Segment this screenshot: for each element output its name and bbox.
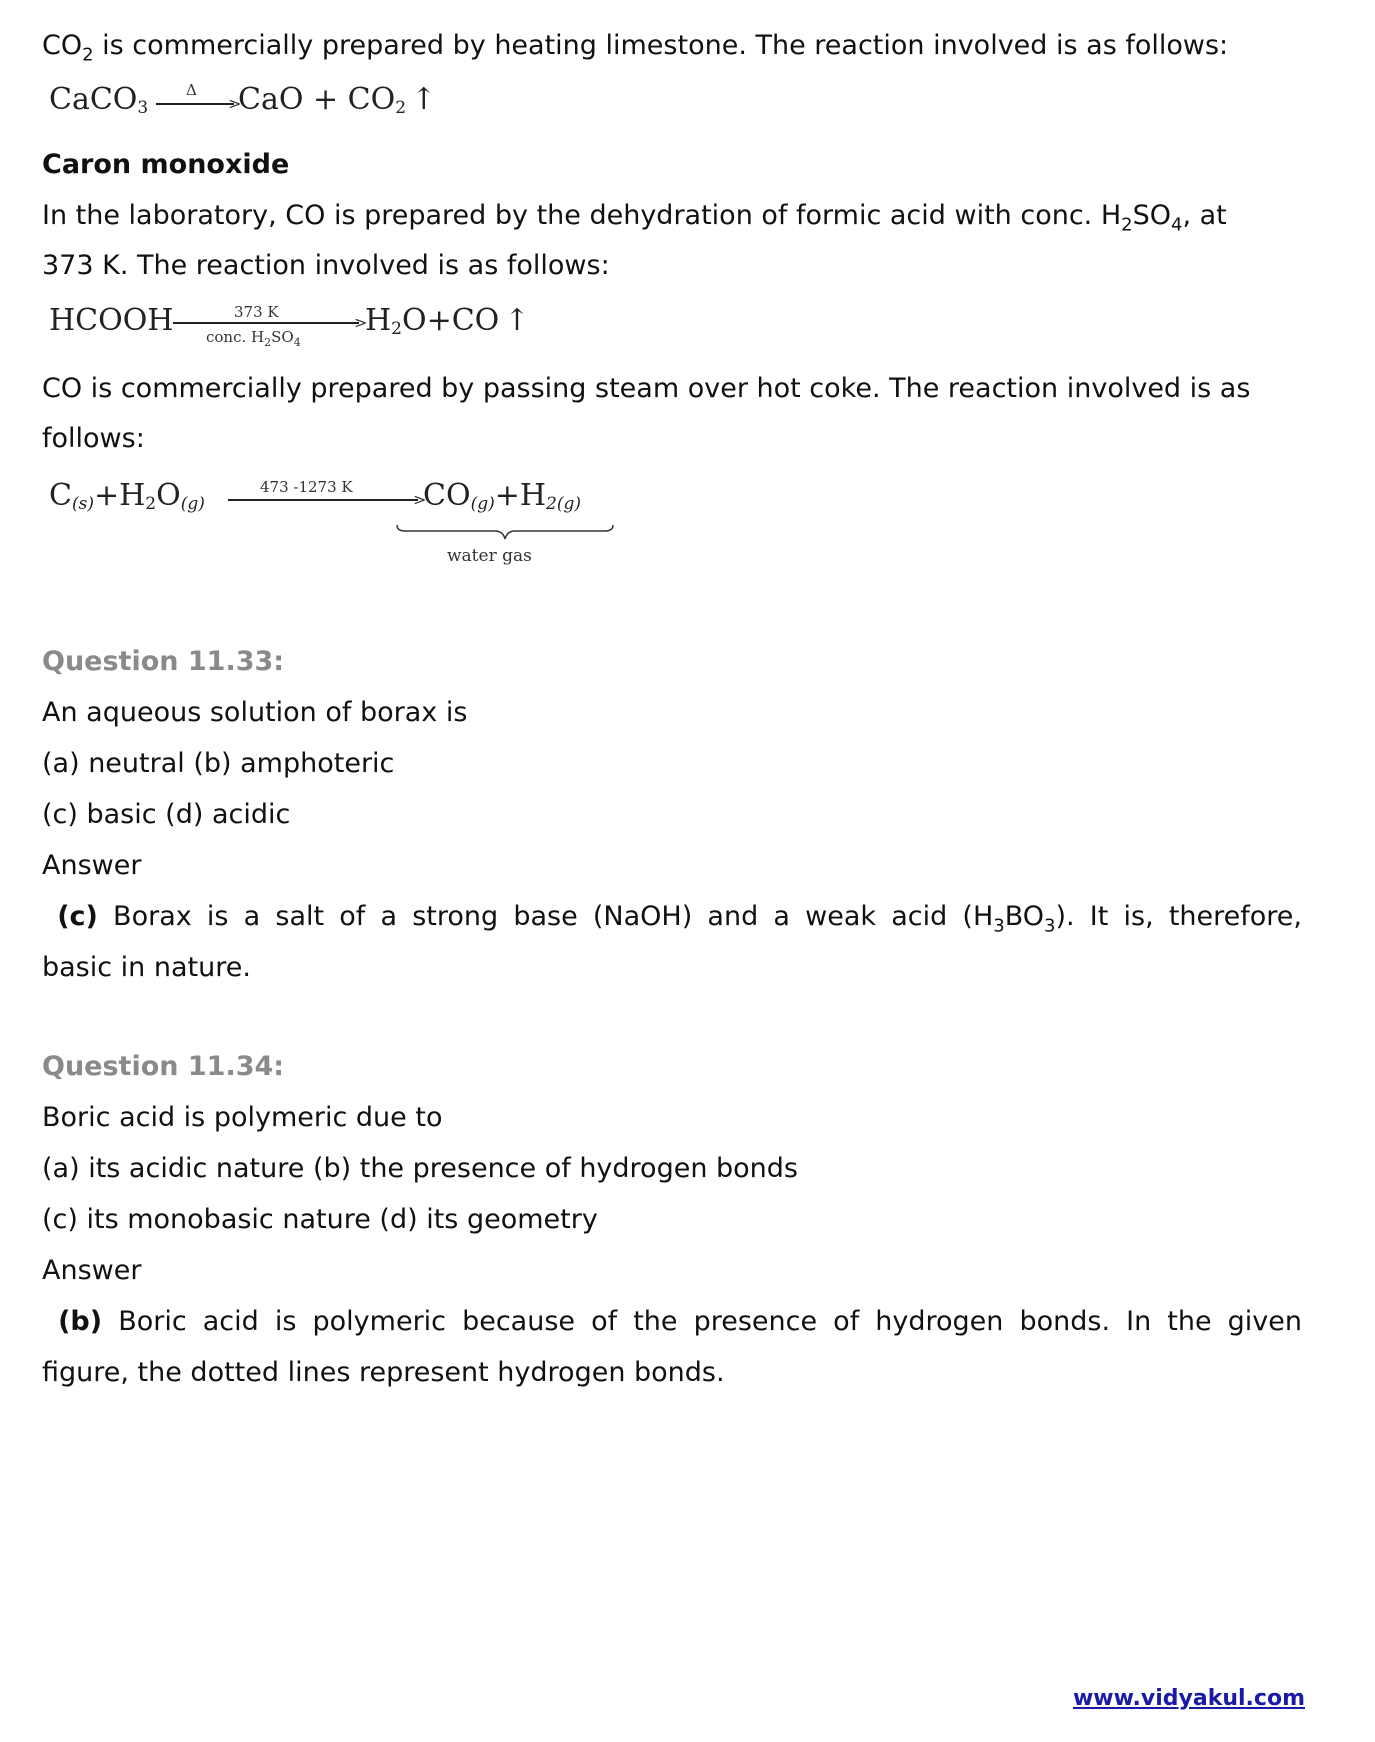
- equation-limestone: [49, 82, 148, 118]
- reactant: CaCO: [49, 82, 138, 117]
- text: ). It is, therefore,: [1055, 901, 1302, 932]
- reactant: +H: [93, 478, 146, 513]
- text: CO: [42, 30, 83, 61]
- reaction-arrow-line: [156, 103, 234, 105]
- text: , at: [1182, 200, 1227, 231]
- subscript: 2: [1121, 214, 1133, 236]
- subscript: 3: [137, 98, 149, 119]
- question-34-heading: Question 11.34:: [42, 1051, 285, 1082]
- product: CO: [423, 478, 471, 513]
- subscript: 2: [145, 494, 157, 515]
- text: In the laboratory, CO is prepared by the dehydration of formic acid with conc. H: [42, 200, 1122, 231]
- reactant: C: [49, 478, 72, 513]
- product: O+CO: [402, 303, 500, 338]
- arrow-head: >: [354, 313, 368, 332]
- lab-paragraph-line2: 373 K. The reaction involved is as follows:: [42, 250, 610, 281]
- product: H: [365, 303, 392, 338]
- answer-34-label: Answer: [42, 1255, 142, 1286]
- reaction-arrow-line: [228, 499, 418, 501]
- brace-label: water gas: [447, 546, 532, 566]
- subscript: 2: [264, 336, 272, 349]
- question-34-options-1: (a) its acidic nature (b) the presence of hydrogen bonds: [42, 1153, 798, 1184]
- subscript: 3: [993, 915, 1005, 937]
- arrow-head: >: [228, 94, 242, 113]
- question-33-options-2: (c) basic (d) acidic: [42, 799, 291, 830]
- reaction-condition-top: 473 -1273 K: [260, 478, 353, 496]
- reactant: O: [156, 478, 181, 513]
- text: Borax is a salt of a strong base (NaOH) and a weak acid (H: [97, 901, 994, 932]
- gas-arrow-icon: ↑: [411, 82, 437, 117]
- commercial-paragraph-line1: CO is commercially prepared by passing steam over hot coke. The reaction involved is as: [42, 373, 1251, 404]
- equation-limestone-products: [238, 82, 436, 118]
- equation-water-gas-products: [423, 478, 581, 514]
- reaction-arrow-line: [173, 322, 359, 324]
- products: CaO + CO: [238, 82, 396, 117]
- equation-formic-acid: [49, 303, 173, 338]
- subscript: 2: [391, 319, 402, 340]
- footer-link[interactable]: www.vidyakul.com: [1072, 1686, 1305, 1711]
- answer-33-line2: basic in nature.: [42, 952, 251, 983]
- intro-paragraph: [42, 21, 1228, 80]
- question-33-text: An aqueous solution of borax is: [42, 697, 468, 728]
- text: is commercially prepared by heating limestone. The reaction involved is as follows:: [93, 30, 1229, 61]
- commercial-paragraph-line2: follows:: [42, 423, 145, 454]
- subscript: 2(g): [546, 494, 581, 515]
- text: Boric acid is polymeric because of the presence of hydrogen bonds. In the given: [102, 1306, 1303, 1337]
- subscript: 2: [82, 44, 94, 66]
- section-heading: Caron monoxide: [42, 149, 290, 180]
- equation-water-gas-reactants: [49, 478, 205, 514]
- reaction-condition: Δ: [186, 81, 197, 99]
- text: BO: [1004, 901, 1045, 932]
- subscript: (s): [71, 494, 94, 515]
- subscript: 2: [395, 98, 407, 119]
- answer-34-line1: [42, 1297, 1302, 1347]
- gas-arrow-icon: ↑: [504, 303, 530, 338]
- answer-key: (b): [58, 1306, 103, 1337]
- subscript: 4: [293, 336, 301, 349]
- product: +H: [494, 478, 547, 513]
- reactant: HCOOH: [49, 303, 174, 338]
- question-33-options-1: (a) neutral (b) amphoteric: [42, 748, 395, 779]
- text: SO: [1132, 200, 1171, 231]
- text: SO: [271, 328, 294, 346]
- reaction-condition-bottom: [206, 328, 301, 349]
- subscript: (g): [180, 494, 205, 515]
- equation-formic-products: [365, 303, 530, 339]
- subscript: (g): [470, 494, 495, 515]
- question-34-text: Boric acid is polymeric due to: [42, 1102, 443, 1133]
- subscript: 3: [1044, 915, 1056, 937]
- reaction-condition-top: 373 K: [234, 303, 279, 321]
- text: conc. H: [206, 328, 265, 346]
- subscript: 4: [1171, 214, 1183, 236]
- answer-33-label: Answer: [42, 850, 142, 881]
- answer-key: (c): [57, 901, 98, 932]
- question-34-options-2: (c) its monobasic nature (d) its geometry: [42, 1204, 598, 1235]
- answer-34-line2: figure, the dotted lines represent hydrogen bonds.: [42, 1357, 725, 1388]
- arrow-head: >: [413, 490, 427, 509]
- question-33-heading: Question 11.33:: [42, 646, 285, 677]
- underbrace-icon: [395, 523, 615, 543]
